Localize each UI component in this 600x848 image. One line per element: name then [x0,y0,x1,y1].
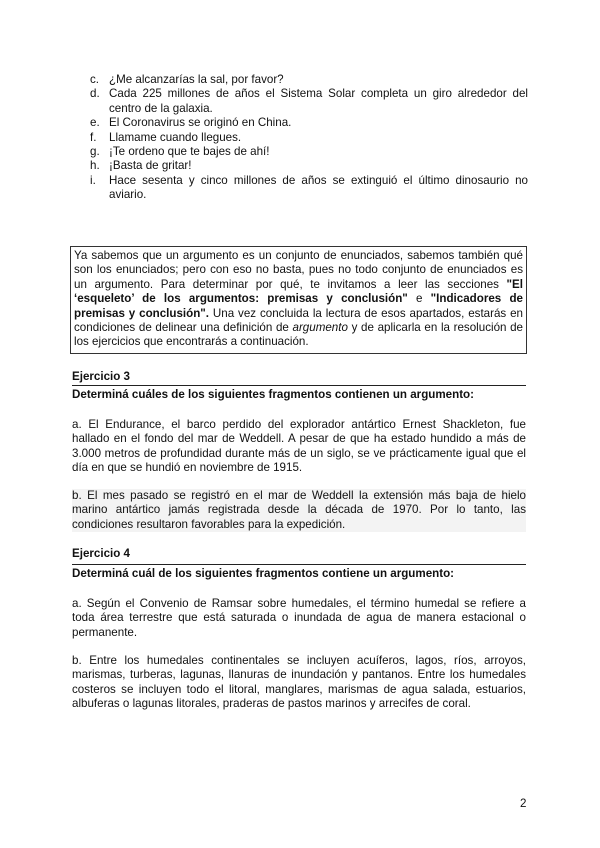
list-letter: g. [90,145,100,159]
exercise-4-title: Ejercicio 4 [72,547,131,560]
exercise-4-heading: Determiná cuál de los siguientes fragmentos contiene un argumento: [72,564,526,581]
statement-list [90,73,528,203]
list-text: Hace sesenta y cinco millones de años se extinguió el último dinosaurio no aviario. [109,173,528,202]
list-item [90,87,528,116]
list-item [90,116,528,130]
list-item [90,145,528,159]
list-letter: c. [90,73,100,86]
exercise-3-fragment-a: a. El Endurance, el barco perdido del explorador antártico Ernest Shackleton, fue hallado en el fondo del mar de Weddell. A pesar de que ha estado hundido a más de 3.000 metros de profundidad durante más de un siglo, se ve prácticamente igual que el día en que se hundió en noviembre de 1915. [72,418,526,475]
list-text: ¡Te ordeno que te bajes de ahí! [109,145,270,159]
info-text-4: y de aplicarla en la resolución de los ejercicios que encontrarás a continuación. [74,321,524,349]
exercise-4-fragment-a: a. Según el Convenio de Ramsar sobre humedales, el término humedal se refiere a toda área terrestre que está saturada o inundada de agua de manera estacional o permanente. [72,597,526,639]
exercise-4-fragment-b: b. Entre los humedales continentales se incluyen acuíferos, lagos, ríos, arroyos, marismas, turberas, lagunas, llanuras de inundación y pantanos. Entre los humedales costeros se incluyen todo el litoral, manglares, marismas de agua salada, estuarios, albuferas o lagunas litorales, praderas de pastos marinos y arrecifes de coral. [72,654,526,711]
info-text-3: Una vez concluida la lectura de esos apartados, estarás en condiciones de delinear una definición de [74,306,523,335]
list-letter: e. [90,116,100,130]
list-text: Llamame cuando llegues. [109,130,242,144]
section-title-2: "Indicadores de premisas y conclusión". [74,292,523,320]
info-box [70,246,527,354]
list-letter: h. [90,159,100,173]
list-letter: d. [90,87,100,101]
list-letter: i. [90,173,96,187]
italic-term: argumento [292,321,348,335]
info-text-2: e [407,292,431,306]
list-item [90,73,528,87]
list-text: ¿Me alcanzarías la sal, por favor? [109,73,284,86]
page-number: 2 [520,797,527,810]
list-item [90,174,528,203]
list-text: El Coronavirus se originó en China. [109,116,292,130]
list-text: Cada 225 millones de años el Sistema Solar completa un giro alrededor del centro de la galaxia. [109,87,528,115]
section-title-1: "El ‘esqueleto’ de los argumentos: premisas y conclusión" [74,277,523,306]
list-letter: f. [90,130,97,144]
list-text: ¡Basta de gritar! [109,159,192,173]
exercise-3-title: Ejercicio 3 [72,370,131,383]
info-text-1: Ya sabemos que un argumento es un conjunto de enunciados, sabemos también qué son los enunciados; pero con eso no basta, pues no todo conjunto de enunciados es un argumento. Para determinar por qué, te invitamos a leer las secciones [74,249,523,291]
exercise-3-fragment-b: b. El mes pasado se registró en el mar de Weddell la extensión más baja de hielo marino antártico jamás registrada desde la década de 1970. Por lo tanto, las condiciones resultaron favorables para la expedición. [72,489,526,531]
list-item [90,159,528,173]
exercise-3-heading: Determiná cuáles de los siguientes fragmentos contienen un argumento: [72,385,526,402]
list-item [90,131,528,145]
